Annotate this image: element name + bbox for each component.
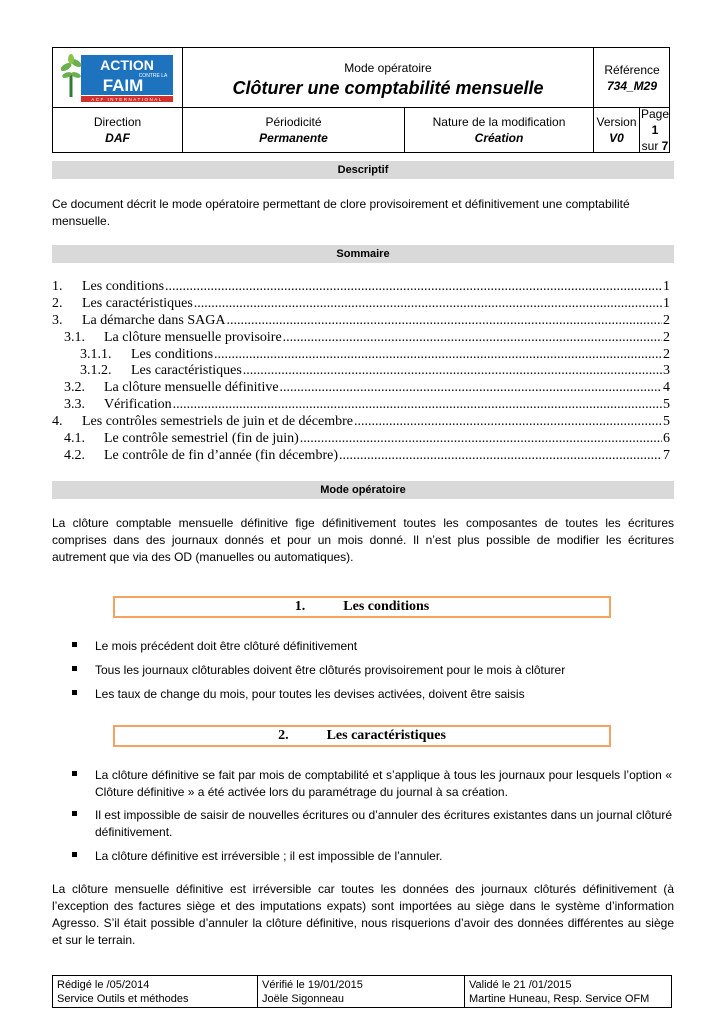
toc-item[interactable] [52,380,670,397]
toc-item[interactable] [52,431,670,448]
toc-num: 1. [52,279,63,294]
toc-label: Vérification [104,397,172,412]
toc-label: Le contrôle semestriel (fin de juin) [104,431,299,446]
toc-num: 3.3. [64,397,85,412]
version-cell [594,108,640,152]
toc-label: Le contrôle de fin d’année (fin décembre) [104,448,338,463]
toc-label: La clôture mensuelle provisoire [104,330,282,345]
toc-page: 3 [663,363,670,378]
toc-dots [339,448,662,464]
toc-page: 5 [663,414,670,429]
toc-num: 2. [52,296,63,311]
periodicite-value: Permanente [259,131,328,145]
sur-label: sur [641,139,659,153]
nature-cell [405,108,594,152]
footer-valide [465,976,671,1007]
page-value: 1 [651,123,659,137]
page-cell [640,108,670,152]
footer-verifie [258,976,465,1007]
page-line [640,106,670,138]
toc-num: 4.2. [64,448,85,463]
verifie-date: Vérifié le 19/01/2015 [262,979,363,991]
toc-item[interactable] [52,313,670,330]
mode-operatoire-intro: La clôture comptable mensuelle définitive fige définitivement toutes les composantes de toutes les écritures comprises dans des journaux donnés et pour un mois donné. Il n’est plus possible de modifier les écritures autrement que via des OD (manuelles ou automatiques). [52,516,674,564]
toc-page: 2 [663,313,670,328]
toc-label: Les conditions [131,347,214,362]
toc-dots [194,296,662,312]
reference-value: 734_M29 [606,78,658,93]
bullet-item: Il est impossible de saisir de nouvelles écritures ou d’annuler des écritures existantes dans un journal clôturé définitivement. [72,807,672,841]
descriptif-text: Ce document décrit le mode opératoire permettant de clore provisoirement et définitivement une comptabilité mensuelle. [52,197,630,228]
verifie-by: Joële Sigonneau [262,993,344,1005]
acf-logo [61,53,173,103]
toc-num: 3.2. [64,380,85,395]
reference-cell [594,48,670,108]
toc-item[interactable] [52,279,670,296]
section-1-heading [113,596,611,618]
redige-date: Rédigé le /05/2014 [57,979,150,991]
reference-label: Référence [604,62,660,77]
direction-value: DAF [105,131,130,145]
valide-by: Martine Huneau, Resp. Service OFM [469,993,650,1005]
title-cell [183,48,594,108]
bullet-item: Tous les journaux clôturables doivent être clôturés provisoirement pour le mois à clôturer [72,662,672,679]
direction-label: Direction [93,115,142,129]
toc-dots [280,380,662,396]
periodicite-label: Périodicité [265,115,322,129]
toc-num: 3.1.1. [80,347,112,362]
bullet-square-icon [72,666,77,671]
toc-item[interactable] [52,414,670,431]
bullet-item: Le mois précédent doit être clôturé définitivement [72,638,672,655]
toc-page: 6 [663,431,670,446]
svg-text:CONTRE LA: CONTRE LA [138,73,168,79]
section-title: Les caractéristiques [326,728,446,743]
section-title: Les conditions [343,599,430,614]
toc-item[interactable] [52,397,670,414]
toc-label: Les caractéristiques [131,363,242,378]
toc-label: La clôture mensuelle définitive [104,380,279,395]
sur-line [642,138,669,154]
svg-text:FAIM: FAIM [102,76,144,95]
mode-label: Mode opératoire [344,60,432,75]
toc-dots [300,431,662,447]
section-number: 1. [294,599,306,614]
section-number: 2. [278,728,289,743]
bullet-square-icon [72,690,77,695]
toc-dots [226,313,662,329]
closing-paragraph: La clôture mensuelle définitive est irréversible car toutes les données des journaux clôturés définitivement (à l’exception des factures siège et des imputations expats) sont importées au siège dans le système d’information Agresso. S’il était possible d’annuler la clôture définitive, nous risquerions d’avoir des données différentes au siège et sur le terrain. [52,882,674,947]
toc-page: 1 [663,296,670,311]
toc-dots [165,279,662,295]
version-value: V0 [609,131,624,145]
toc-page: 4 [663,380,670,395]
logo-cell [53,48,183,108]
toc-num: 4.1. [64,431,85,446]
valide-date: Validé le 21 /01/2015 [469,979,572,991]
toc-label: Les conditions [82,279,165,294]
toc-page: 2 [663,347,670,362]
bullet-square-icon [72,852,77,857]
bullet-square-icon [72,771,77,776]
toc-label: La démarche dans SAGA [82,313,226,328]
document-title: Clôturer une comptabilité mensuelle [232,77,544,98]
nature-label: Nature de la modification [432,115,566,129]
toc-dots [173,397,662,413]
svg-text:ACF INTERNATIONAL: ACF INTERNATIONAL [91,97,163,102]
toc-page: 5 [663,397,670,412]
nature-value: Création [474,131,524,145]
toc-num: 4. [52,414,63,429]
direction-cell [53,108,183,152]
toc-dots [283,330,662,346]
mode-operatoire-heading: Mode opératoire [52,481,674,499]
toc-item[interactable] [52,363,670,380]
toc-item[interactable] [52,330,670,347]
bullet-square-icon [72,811,77,816]
bullet-square-icon [72,642,77,647]
page-label: Page [640,107,670,121]
bullet-item: La clôture définitive est irréversible ; il est impossible de l’annuler. [72,848,672,865]
toc-page: 2 [663,330,670,345]
toc-dots [214,347,662,363]
toc-item[interactable] [52,296,670,313]
footer-table [52,975,672,1008]
version-label: Version [596,115,637,129]
sur-value: 7 [661,139,669,153]
toc-page: 7 [663,448,670,463]
header-table [52,47,670,153]
descriptif-heading: Descriptif [52,161,674,179]
toc-dots [243,363,662,379]
periodicite-cell [183,108,405,152]
toc-num: 3.1. [64,330,85,345]
toc-item[interactable] [52,347,670,364]
toc-label: Les caractéristiques [82,296,193,311]
bullet-item: La clôture définitive se fait par mois de comptabilité et s’applique à tous les journaux pour lesquels l’option « Clôture définitive » a été activée lors du paramétrage du journal à sa création. [72,767,672,801]
toc-item[interactable] [52,448,670,465]
toc-num: 3. [52,313,63,328]
redige-by: Service Outils et méthodes [57,993,189,1005]
toc-page: 1 [663,279,670,294]
bullet-item: Les taux de change du mois, pour toutes les devises activées, doivent être saisis [72,686,672,703]
footer-redige [53,976,258,1007]
toc-label: Les contrôles semestriels de juin et de décembre [82,414,353,429]
toc-num: 3.1.2. [80,363,112,378]
sommaire-heading: Sommaire [52,245,674,263]
section-2-heading [113,725,611,747]
svg-text:ACTION: ACTION [100,57,154,73]
toc-dots [354,414,662,430]
